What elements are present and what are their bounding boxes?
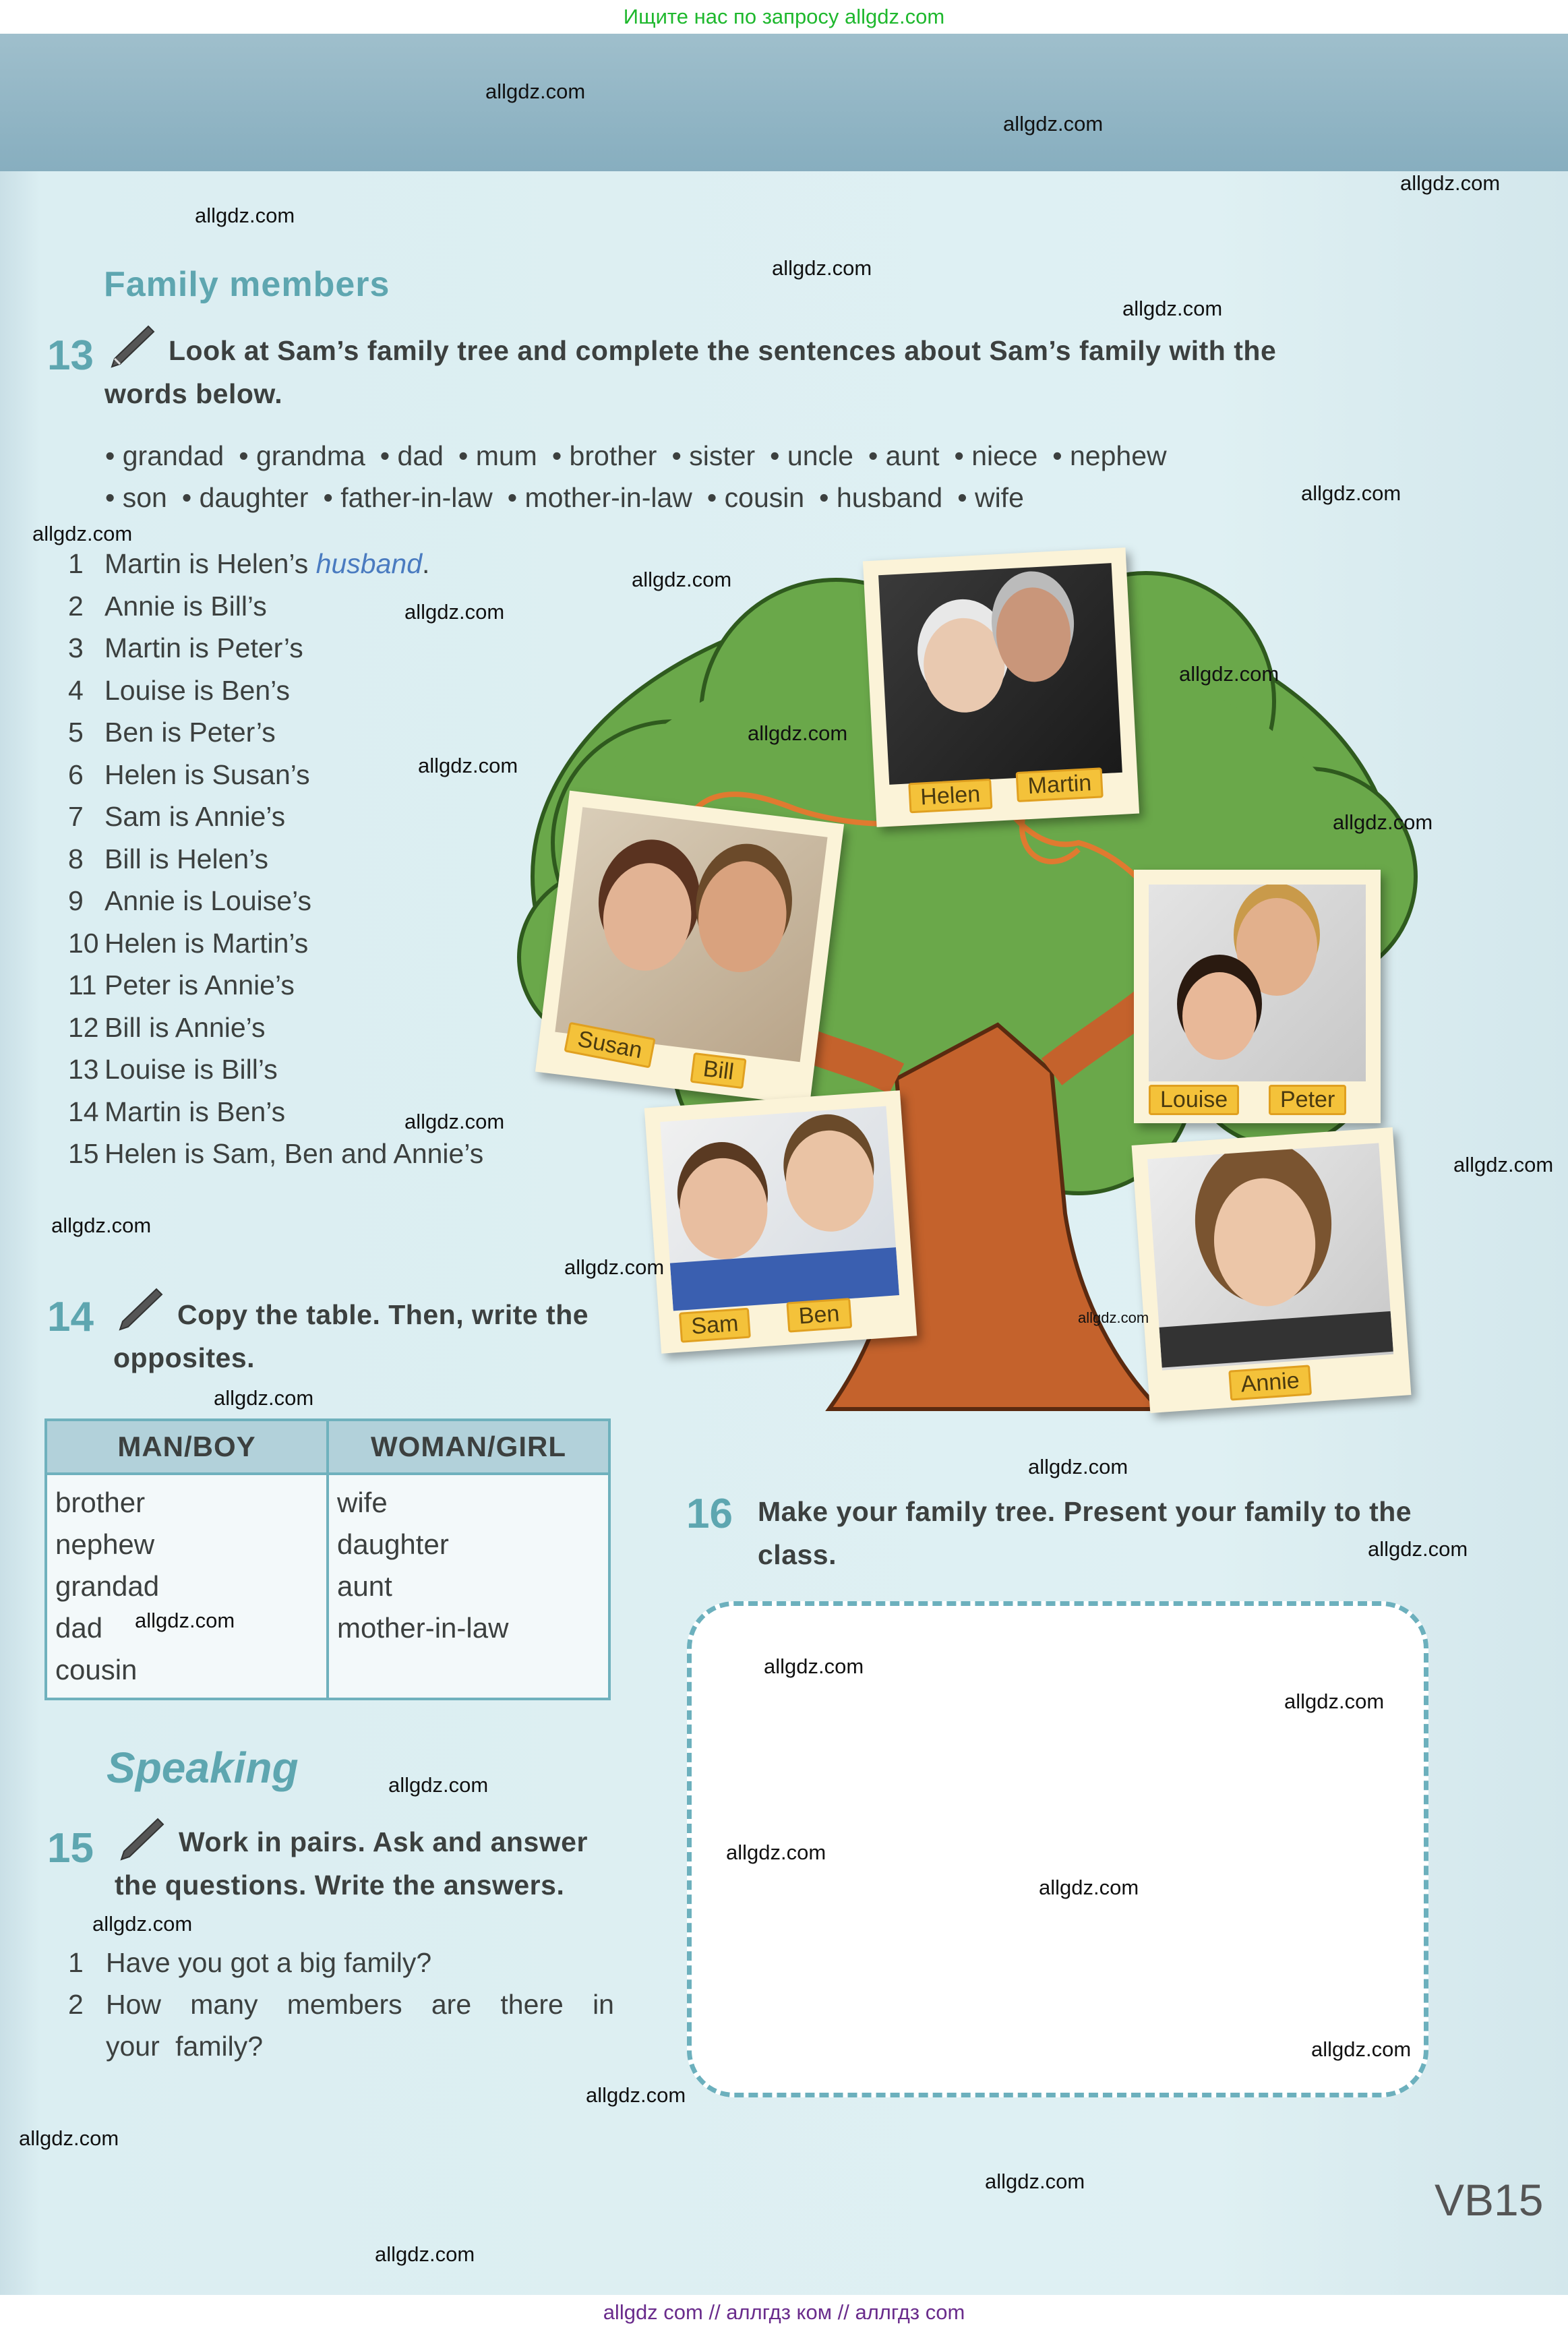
watermark: allgdz.com (564, 1255, 665, 1279)
watermark: allgdz.com (19, 2126, 119, 2150)
watermark: allgdz.com (1311, 2037, 1412, 2061)
name-tag: Peter (1269, 1085, 1346, 1115)
column-header: WOMAN/GIRL (328, 1420, 609, 1474)
sentence-number: 4 (68, 675, 84, 706)
name-tag: Susan (564, 1022, 656, 1069)
watermark: allgdz.com (388, 1773, 489, 1797)
watermark: allgdz.com (404, 1110, 505, 1133)
word: • mum (458, 440, 537, 471)
word: • brother (551, 440, 657, 471)
name-tag: Louise (1149, 1085, 1239, 1115)
sentence-text: Annie is Bill’s (104, 591, 267, 622)
watermark: allgdz.com (1122, 297, 1223, 320)
sentence-text: Louise is Ben’s (104, 675, 291, 706)
exercise-16-instruction: Make your family tree. Present your family to the class. (758, 1496, 1412, 1570)
watermark: allgdz.com (51, 1214, 152, 1237)
question-text: How many members are there in your family? (106, 1989, 614, 2062)
photo-sam-ben (644, 1090, 917, 1354)
watermark: allgdz.com (726, 1841, 826, 1864)
question-2 (68, 1983, 614, 2067)
table-cell: daughter (337, 1528, 449, 1560)
watermark: allgdz.com (1333, 810, 1433, 834)
table-cell: grandad (55, 1570, 160, 1602)
exercise-15-number: 15 (47, 1825, 94, 1872)
sentence-number: 15 (68, 1138, 99, 1169)
watermark: allgdz.com (1400, 171, 1501, 195)
photo-image (1147, 1143, 1393, 1370)
word: • cousin (706, 482, 805, 513)
sentence-text: Martin is Peter’s (104, 632, 303, 663)
sentence-number: 3 (68, 632, 84, 663)
word: • son (105, 482, 167, 513)
word: • uncle (770, 440, 853, 471)
sentence-text: Martin is Helen’s (104, 548, 316, 579)
word: • grandad (105, 440, 224, 471)
watermark: allgdz.com (632, 568, 732, 591)
watermark: allgdz.com (1039, 1876, 1139, 1899)
watermark: allgdz.com (772, 256, 872, 280)
sentence-number: 14 (68, 1096, 99, 1127)
watermark: allgdz.com (92, 1912, 193, 1936)
word: • husband (819, 482, 943, 513)
sentence-text: Helen is Martin’s (104, 928, 309, 959)
question-number: 2 (68, 1989, 84, 2020)
exercise-15-instruction: Work in pairs. Ask and answer the questions. Write the answers. (115, 1826, 588, 1901)
watermark: allgdz.com (1003, 112, 1104, 136)
sentence-end: . (422, 548, 430, 579)
section-title: Family members (104, 265, 390, 304)
watermark: allgdz.com (418, 754, 518, 777)
speaking-title: Speaking (107, 1743, 299, 1792)
word: • grandma (239, 440, 365, 471)
question-number: 1 (68, 1947, 84, 1978)
name-tag: Ben (786, 1298, 851, 1332)
watermark: allgdz.com (1078, 1309, 1149, 1326)
watermark: allgdz.com (214, 1386, 314, 1410)
watermark: allgdz.com (1368, 1537, 1468, 1561)
photo-image (555, 807, 827, 1062)
word: • aunt (868, 440, 940, 471)
exercise-13-instruction: Look at Sam’s family tree and complete the sentences about Sam’s family with the words below. (104, 335, 1277, 409)
word: • dad (380, 440, 444, 471)
sentence-text: Bill is Annie’s (104, 1012, 266, 1043)
sentence-number: 9 (68, 885, 84, 916)
table-cell: wife (337, 1487, 388, 1518)
sentence-text: Helen is Sam, Ben and Annie’s (104, 1138, 484, 1169)
watermark: allgdz.com (1301, 481, 1401, 505)
exercise-13-number: 13 (47, 332, 94, 379)
table-cell: cousin (55, 1654, 138, 1685)
question-text: Have you got a big family? (106, 1947, 432, 1978)
watermark: allgdz.com (985, 2170, 1085, 2193)
table-cell: brother (55, 1487, 146, 1518)
sentence-text: Sam is Annie’s (104, 801, 286, 832)
top-banner[interactable]: Ищите нас по запросу allgdz.com (0, 0, 1568, 34)
watermark: allgdz.com (404, 600, 505, 624)
name-tag: Helen (908, 779, 992, 813)
watermark: allgdz.com (1284, 1690, 1385, 1713)
sentence-number: 5 (68, 717, 84, 748)
sentence-number: 8 (68, 843, 84, 874)
woman-girl-column (328, 1474, 609, 1699)
name-tag: Bill (690, 1052, 747, 1089)
sentence-number: 7 (68, 801, 84, 832)
sentence-number: 13 (68, 1054, 99, 1085)
name-tag: Sam (679, 1308, 751, 1343)
watermark: allgdz.com (485, 80, 586, 103)
photo-image (1149, 885, 1366, 1081)
word: • mother-in-law (507, 482, 692, 513)
sentence-number: 11 (68, 969, 97, 1000)
watermark: allgdz.com (1453, 1153, 1554, 1176)
table-cell: aunt (337, 1570, 392, 1602)
watermark: allgdz.com (586, 2083, 686, 2107)
photo-louise-peter (1134, 870, 1381, 1123)
exercise-14-number: 14 (47, 1294, 94, 1340)
man-boy-column (46, 1474, 328, 1699)
photo-image (660, 1106, 899, 1311)
word: • nephew (1052, 440, 1167, 471)
sentence-number: 6 (68, 759, 84, 790)
bottom-banner[interactable]: allgdz com // аллгдз ком // аллгдз com (0, 2295, 1568, 2330)
sentence-text: Louise is Bill’s (104, 1054, 278, 1085)
word: • daughter (181, 482, 309, 513)
photo-susan-bill (535, 791, 844, 1106)
word: • father-in-law (323, 482, 493, 513)
page-number: VB15 (1435, 2175, 1544, 2225)
watermark: allgdz.com (748, 721, 848, 745)
sentence-number: 1 (68, 548, 84, 579)
watermark: allgdz.com (135, 1609, 235, 1632)
opposites-table (44, 1418, 611, 1700)
watermark: allgdz.com (1179, 662, 1279, 686)
photo-annie (1132, 1127, 1412, 1413)
sentence-answer: husband (315, 548, 423, 579)
sentence-text: Martin is Ben’s (104, 1096, 286, 1127)
photo-image (878, 563, 1122, 785)
sentence-text: Ben is Peter’s (104, 717, 276, 748)
question-1 (68, 1942, 431, 1983)
photo-helen-martin (863, 547, 1139, 827)
sentence-text: Bill is Helen’s (104, 843, 269, 874)
exercise-14-instruction: Copy the table. Then, write the opposites. (113, 1299, 589, 1373)
table-cell: mother-in-law (337, 1612, 509, 1644)
sentence-number: 2 (68, 591, 84, 622)
sentence-text: Peter is Annie’s (104, 969, 295, 1000)
word: • wife (957, 482, 1024, 513)
name-tag: Annie (1228, 1365, 1312, 1400)
sentence-text: Helen is Susan’s (104, 759, 310, 790)
sentence-number: 10 (68, 928, 99, 959)
word: • niece (954, 440, 1038, 471)
watermark: allgdz.com (375, 2242, 475, 2266)
watermark: allgdz.com (764, 1654, 864, 1678)
word: • sister (671, 440, 756, 471)
watermark: allgdz.com (195, 204, 295, 227)
column-header: MAN/BOY (46, 1420, 328, 1474)
sentence-text: Annie is Louise’s (104, 885, 311, 916)
name-tag: Martin (1016, 767, 1104, 802)
sentence-number: 12 (68, 1012, 99, 1043)
watermark: allgdz.com (1028, 1455, 1128, 1478)
watermark: allgdz.com (32, 522, 133, 545)
table-cell: dad (55, 1612, 103, 1644)
exercise-16-number: 16 (686, 1491, 733, 1537)
table-cell: nephew (55, 1528, 155, 1560)
